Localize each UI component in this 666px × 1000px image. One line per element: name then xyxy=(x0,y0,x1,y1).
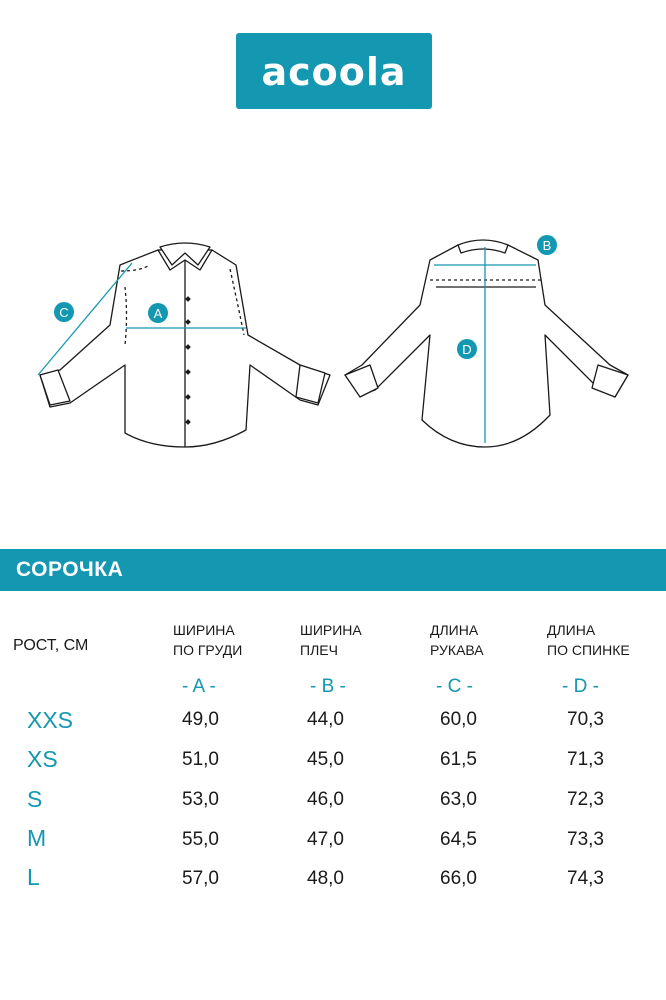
value-d: 74,3 xyxy=(567,868,604,889)
col-b-code: - B - xyxy=(310,676,346,697)
svg-text:A: A xyxy=(153,306,163,321)
value-c: 64,5 xyxy=(440,829,477,850)
value-a: 57,0 xyxy=(182,868,219,889)
svg-text:C: C xyxy=(59,305,69,320)
shirt-measurement-diagram xyxy=(0,225,666,465)
value-b: 47,0 xyxy=(307,829,344,850)
logo-wordmark xyxy=(236,33,432,109)
marker-c xyxy=(54,302,74,322)
marker-a xyxy=(148,303,168,323)
size-label: XS xyxy=(27,746,58,772)
shirt-front-illustration xyxy=(40,243,330,447)
col-d-header: ДЛИНА ПО СПИНКЕ xyxy=(547,622,630,658)
value-a: 55,0 xyxy=(182,829,219,850)
value-c: 66,0 xyxy=(440,868,477,889)
shirt-back-illustration xyxy=(345,240,628,447)
size-label: L xyxy=(27,864,40,890)
value-c: 63,0 xyxy=(440,789,477,810)
svg-text:acoola: acoola xyxy=(261,50,407,94)
section-band xyxy=(0,549,666,591)
svg-text:B: B xyxy=(542,238,552,253)
value-b: 46,0 xyxy=(307,789,344,810)
col-c-code: - C - xyxy=(436,676,473,697)
value-a: 53,0 xyxy=(182,789,219,810)
row-header: РОСТ, СМ xyxy=(13,637,89,654)
value-c: 61,5 xyxy=(440,749,477,770)
col-d-code: - D - xyxy=(562,676,599,697)
size-label: M xyxy=(27,825,47,851)
col-c-header: ДЛИНА РУКАВА xyxy=(430,622,484,658)
value-b: 45,0 xyxy=(307,749,344,770)
marker-b xyxy=(537,235,557,255)
value-a: 49,0 xyxy=(182,709,219,730)
size-label: XXS xyxy=(27,707,74,733)
value-a: 51,0 xyxy=(182,749,219,770)
value-b: 48,0 xyxy=(307,868,344,889)
value-c: 60,0 xyxy=(440,709,477,730)
value-d: 73,3 xyxy=(567,829,604,850)
value-b: 44,0 xyxy=(307,709,344,730)
value-d: 70,3 xyxy=(567,709,604,730)
col-a-code: - A - xyxy=(182,676,216,697)
value-d: 72,3 xyxy=(567,789,604,810)
svg-text:D: D xyxy=(462,342,472,357)
value-d: 71,3 xyxy=(567,749,604,770)
col-b-header: ШИРИНА ПЛЕЧ xyxy=(300,622,362,658)
brand-logo xyxy=(236,33,432,109)
size-label: S xyxy=(27,786,43,812)
section-title: СОРОЧКА xyxy=(16,558,124,581)
col-a-header: ШИРИНА ПО ГРУДИ xyxy=(173,622,243,658)
marker-d xyxy=(457,339,477,359)
